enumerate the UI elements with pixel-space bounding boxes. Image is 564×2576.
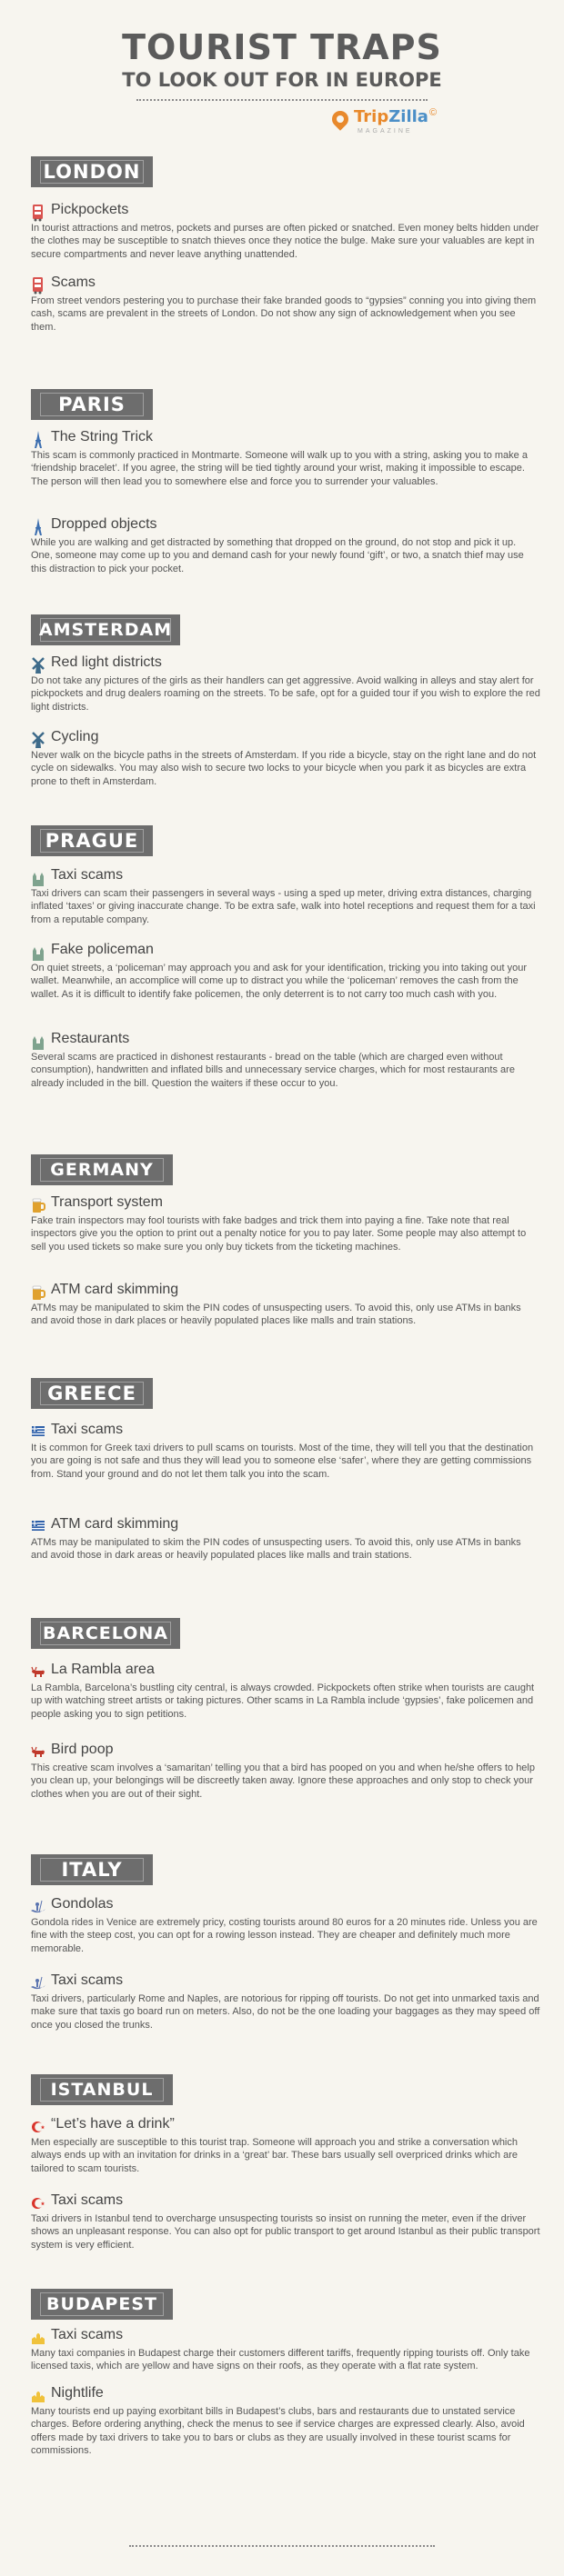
- castle-icon: [31, 1033, 45, 1051]
- page-subtitle: TO LOOK OUT FOR IN EUROPE: [122, 69, 442, 91]
- trap-title: “Let’s have a drink”: [51, 2116, 175, 2132]
- trap-title: Pickpockets: [51, 202, 129, 217]
- brand-logo[interactable]: [332, 107, 441, 140]
- trap-description: This scam is commonly practiced in Montmarte. Someone will walk up to you with a string, asking you to make a ‘friendship bracelet’. If you agree, the string will be tied tightly around your wrist, making it impossible to escape. The person will then lead you to somewhere else and force you to surrender your valuables.: [31, 450, 528, 487]
- trap-title: Taxi scams: [51, 1422, 124, 1437]
- city-banner: GREECE: [31, 1378, 153, 1409]
- trap-title: Red light districts: [51, 654, 162, 670]
- gondola-icon: [31, 1974, 45, 1992]
- city-banner: GERMANY: [31, 1154, 173, 1185]
- city-banner: LONDON: [31, 156, 153, 187]
- eiffel-tower-icon: [31, 431, 45, 449]
- trap-title: Scams: [51, 275, 96, 290]
- trap-description: Fake train inspectors may fool tourists with fake badges and trick them into paying a fine. Take note that real inspectors give you the option to print out a penalty notice for you to pay later. Some people may also attempt to sell you used tickets so make sure you only buy tickets from the ticketing machines.: [31, 1215, 527, 1253]
- trap-title: Transport system: [51, 1194, 163, 1210]
- trap-title: Dropped objects: [51, 516, 157, 532]
- city-banner: AMSTERDAM: [31, 614, 180, 645]
- trap-title: Taxi scams: [51, 1972, 124, 1988]
- greek-flag-icon: [31, 1423, 45, 1442]
- trap-title: ATM card skimming: [51, 1516, 179, 1532]
- greek-flag-icon: [31, 1518, 45, 1536]
- gondola-icon: [31, 1898, 45, 1916]
- eiffel-tower-icon: [31, 518, 45, 536]
- trap-title: Taxi scams: [51, 867, 124, 883]
- trap-description: This creative scam involves a ‘samaritan’ telling you that a bird has pooped on you and when he/she offers to help you clean up, your belongings will be discreetly taken away. Ignore these approaches and only stop to check your clothes when you are out of their sight.: [31, 1762, 535, 1800]
- trap-description: In tourist attractions and metros, pockets and purses are often picked or snatched. Even money belts hidden under the clothes may be susceptible to snatch thieves once they notice the bulge. Make sure your valuables are kept in secure compartments and never leave anything unattended.: [31, 223, 539, 260]
- trap-description: It is common for Greek taxi drivers to pull scams on tourists. Most of the time, they will tell you that the destination you are going is not safe and thus they will lead you to someone else ‘safer’, where they are getting commissions from. Stand your ground and do not let them talk you into the scam.: [31, 1443, 534, 1480]
- trap-description: Gondola rides in Venice are extremely pricy, costing tourists around 80 euros for a 20 minutes ride. Unless you are fine with the steep cost, you can opt for a rowing lesson instead. They are cheaper and definitely much more memorable.: [31, 1917, 538, 1954]
- trap-title: Taxi scams: [51, 2327, 124, 2342]
- header: [0, 0, 564, 155]
- trap-title: Nightlife: [51, 2385, 104, 2401]
- city-banner: ITALY: [31, 1854, 153, 1885]
- trap-description: Men especially are susceptible to this tourist trap. Someone will approach you and strike a conversation which always ends up with an invitation for drinks in a ‘great’ bar. These bars usually sell overpriced drinks which are tailored to scam tourists.: [31, 2137, 518, 2174]
- trap-description: ATMs may be manipulated to skim the PIN codes of unsuspecting users. To avoid this, only use ATMs in banks and avoid those in dark areas or heavily populated places like malls and train stations.: [31, 1537, 521, 1562]
- trap-description: On quiet streets, a ‘policeman’ may approach you and ask for your identification, tricking you into taking out your wallet. Meanwhile, an accomplice will come up to distract you while the ‘policeman’ removes the cash from the wallet. As it is difficult to identify fake policemen, the only deterrent is to not carry too much cash with you.: [31, 963, 527, 1000]
- brand-tagline: MAGAZINE: [358, 128, 413, 135]
- london-bus-icon: [31, 276, 45, 295]
- trap-description: Taxi drivers, particularly Rome and Naples, are notorious for ripping off tourists. Do not get into unmarked taxis and make sure that taxis go board run on meters. Also, do not be the one loading your baggages as they may speed off once you closed the trunks.: [31, 1993, 540, 2031]
- trap-title: La Rambla area: [51, 1662, 155, 1677]
- bull-icon: [31, 1743, 45, 1762]
- trap-title: Fake policeman: [51, 942, 154, 957]
- castle-icon: [31, 869, 45, 887]
- windmill-icon: [31, 656, 45, 674]
- footer-divider: [129, 2545, 435, 2547]
- map-pin-icon: [328, 107, 351, 130]
- page-title: TOURIST TRAPS: [122, 27, 442, 67]
- trap-description: La Rambla, Barcelona’s bustling city central, is always crowded. Pickpockets often strike when tourists are caught up with watching street artists or taking pictures. Other scams in La Rambla include ‘gypsies’, fake policemen and people asking you to sign petitions.: [31, 1682, 535, 1720]
- trap-title: The String Trick: [51, 429, 154, 444]
- bull-icon: [31, 1663, 45, 1682]
- city-banner: BUDAPEST: [31, 2289, 173, 2320]
- city-banner: BARCELONA: [31, 1618, 180, 1649]
- beer-mug-icon: [31, 1196, 45, 1214]
- trap-description: Do not take any pictures of the girls as their handlers can get aggressive. Avoid walking in alleys and stay alert for pickpockets and drug dealers roaming on the streets. To be safe, opt for a guided tour if you wish to explore the red light districts.: [31, 675, 540, 713]
- city-banner: PARIS: [31, 389, 153, 420]
- trap-title: Gondolas: [51, 1896, 114, 1912]
- castle-icon: [31, 944, 45, 962]
- trap-title: Restaurants: [51, 1031, 130, 1046]
- brand-registered: ©: [429, 107, 438, 118]
- trap-description: Never walk on the bicycle paths in the streets of Amsterdam. If you ride a bicycle, stay on the right lane and do not cycle on sidewalks. You may also wish to secure two locks to your bicycle when you park it as bicycles are extra prone to theft in Amsterdam.: [31, 750, 537, 787]
- city-banner: PRAGUE: [31, 825, 153, 856]
- city-banner: ISTANBUL: [31, 2074, 173, 2105]
- parliament-icon: [31, 2329, 45, 2347]
- trap-description: Many tourists end up paying exorbitant bills in Budapest’s clubs, bars and restaurants due to unstated service charges. Before ordering anything, check the menus to see if service charges are expressed clearly. Also, avoid offers made by taxi drivers to take you to bars or clubs as they are usually involved in these tourist scams for commissions.: [31, 2406, 525, 2456]
- trap-description: Several scams are practiced in dishonest restaurants - bread on the table (which are charged even without consumption), handwritten and inflated bills and unnecessary service charges, which for most restaurants are already included in the bill. Question the waiters if these occur to you.: [31, 1052, 515, 1089]
- windmill-icon: [31, 731, 45, 749]
- trap-description: Many taxi companies in Budapest charge their customers different tariffs, frequently ripping tourists off. Only take licensed taxis, which are yellow and have signs on their roofs, as they operate with a flat rate system.: [31, 2348, 530, 2372]
- crescent-star-icon: [31, 2118, 45, 2136]
- header-divider: [136, 99, 428, 101]
- trap-description: While you are walking and get distracted by something that dropped on the ground, do not stop and pick it up. One, someone may come up to you and demand cash for your newly found ‘gift’, or two, a snatch thief may use this distraction to pick your pocket.: [31, 537, 524, 574]
- trap-description: Taxi drivers in Istanbul tend to overcharge unsuspecting tourists so insist on running the meter, even if the driver shows an unpleasant response. You can also opt for public transport to get around Istanbul as their public transport system is very efficient.: [31, 2213, 540, 2251]
- trap-title: Taxi scams: [51, 2192, 124, 2208]
- brand-name: TripZilla: [354, 107, 428, 126]
- trap-title: Bird poop: [51, 1742, 114, 1757]
- trap-description: ATMs may be manipulated to skim the PIN codes of unsuspecting users. To avoid this, only use ATMs in banks and avoid those in dark places or heavily populated places like malls and train stations.: [31, 1303, 521, 1327]
- parliament-icon: [31, 2387, 45, 2405]
- crescent-star-icon: [31, 2194, 45, 2212]
- beer-mug-icon: [31, 1283, 45, 1302]
- trap-title: ATM card skimming: [51, 1282, 179, 1297]
- trap-title: Cycling: [51, 729, 99, 744]
- trap-description: Taxi drivers can scam their passengers in several ways - using a sped up meter, driving extra distances, charging inflated ‘taxes’ or giving inaccurate change. To be extra safe, walk into hotel receptions and request them for a taxi from a reputable company.: [31, 888, 536, 925]
- trap-description: From street vendors pestering you to purchase their fake branded goods to “gypsies” conning you into giving them cash, scams are prevalent in the streets of London. Do not show any sign of acknowledgement when you see them.: [31, 295, 537, 333]
- london-bus-icon: [31, 204, 45, 222]
